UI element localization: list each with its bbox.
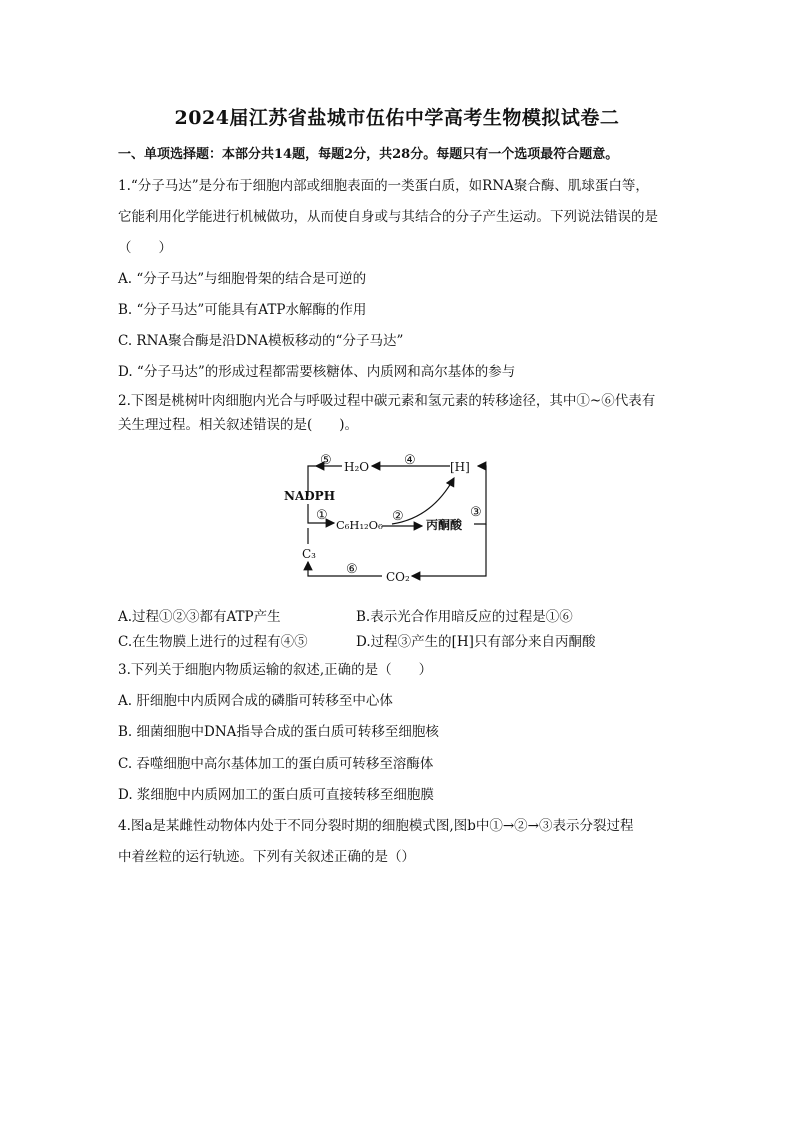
label-h2o: H₂O [344, 460, 370, 474]
q4-stem-line2: 中着丝粒的运行轨迹。下列有关叙述正确的是（） [118, 849, 415, 865]
label-co2: CO₂ [386, 570, 410, 584]
q1-stem-line1: 1.“分子马达”是分布于细胞内部或细胞表面的一类蛋白质，如RNA聚合酶、肌球蛋白等， [118, 178, 649, 194]
q3-option-b: B. 细菌细胞中DNA指导合成的蛋白质可转移至细胞核 [118, 724, 439, 740]
label-pyruvate: 丙酮酸 [426, 518, 463, 532]
q2-option-c: C.在生物膜上进行的过程有④⑤ [118, 634, 308, 650]
section-heading: 一、单项选择题：本部分共14题，每题2分，共28分。每题只有一个选项最符合题意。 [118, 147, 619, 162]
q3-stem: 3.下列关于细胞内物质运输的叙述,正确的是（ ） [118, 662, 433, 678]
q1-stem-line3: （ ） [118, 240, 172, 256]
q2-stem-line1: 2.下图是桃树叶肉细胞内光合与呼吸过程中碳元素和氢元素的转移途径，其中①~⑥代表有 [118, 393, 656, 409]
q1-stem-line2: 它能利用化学能进行机械做功，从而使自身或与其结合的分子产生运动。下列说法错误的是 [118, 209, 658, 225]
q3-option-c: C. 吞噬细胞中高尔基体加工的蛋白质可转移至溶酶体 [118, 756, 434, 772]
label-h: [H] [450, 460, 470, 474]
q2-option-a: A.过程①②③都有ATP产生 [118, 609, 281, 625]
q2-stem-line2: 关生理过程。相关叙述错误的是( )。 [118, 417, 359, 433]
q2-option-d: D.过程③产生的[H]只有部分来自丙酮酸 [356, 634, 596, 650]
label-nadph: NADPH [284, 489, 336, 503]
label-c3: C₃ [302, 547, 316, 561]
q3-option-d: D. 浆细胞中内质网加工的蛋白质可直接转移至细胞膜 [118, 787, 434, 803]
q1-option-b: B. “分子马达”可能具有ATP水解酶的作用 [118, 302, 367, 318]
label-step-4: ④ [404, 453, 416, 468]
q1-option-a: A. “分子马达”与细胞骨架的结合是可逆的 [118, 271, 367, 287]
q4-stem-line1: 4.图a是某雌性动物体内处于不同分裂时期的细胞模式图,图b中①→②→③表示分裂过程 [118, 818, 634, 834]
label-glucose: C₆H₁₂O₆ [336, 518, 383, 532]
q2-option-b: B.表示光合作用暗反应的过程是①⑥ [356, 609, 573, 625]
label-step-1: ① [316, 508, 328, 523]
label-step-6: ⑥ [346, 562, 358, 577]
label-step-3: ③ [470, 505, 482, 520]
q1-option-c: C. RNA聚合酶是沿DNA模板移动的“分子马达” [118, 333, 404, 349]
arrow-6 [308, 562, 382, 576]
label-step-2: ② [392, 509, 404, 524]
q1-option-d: D. “分子马达”的形成过程都需要核糖体、内质网和高尔基体的参与 [118, 364, 516, 380]
page-title: 2024届江苏省盐城市伍佑中学高考生物模拟试卷二 [174, 107, 620, 129]
q3-option-a: A. 肝细胞中内质网合成的磷脂可转移至中心体 [118, 693, 393, 709]
label-step-5: ⑤ [320, 453, 332, 468]
carbon-hydrogen-pathway-diagram [282, 448, 492, 590]
